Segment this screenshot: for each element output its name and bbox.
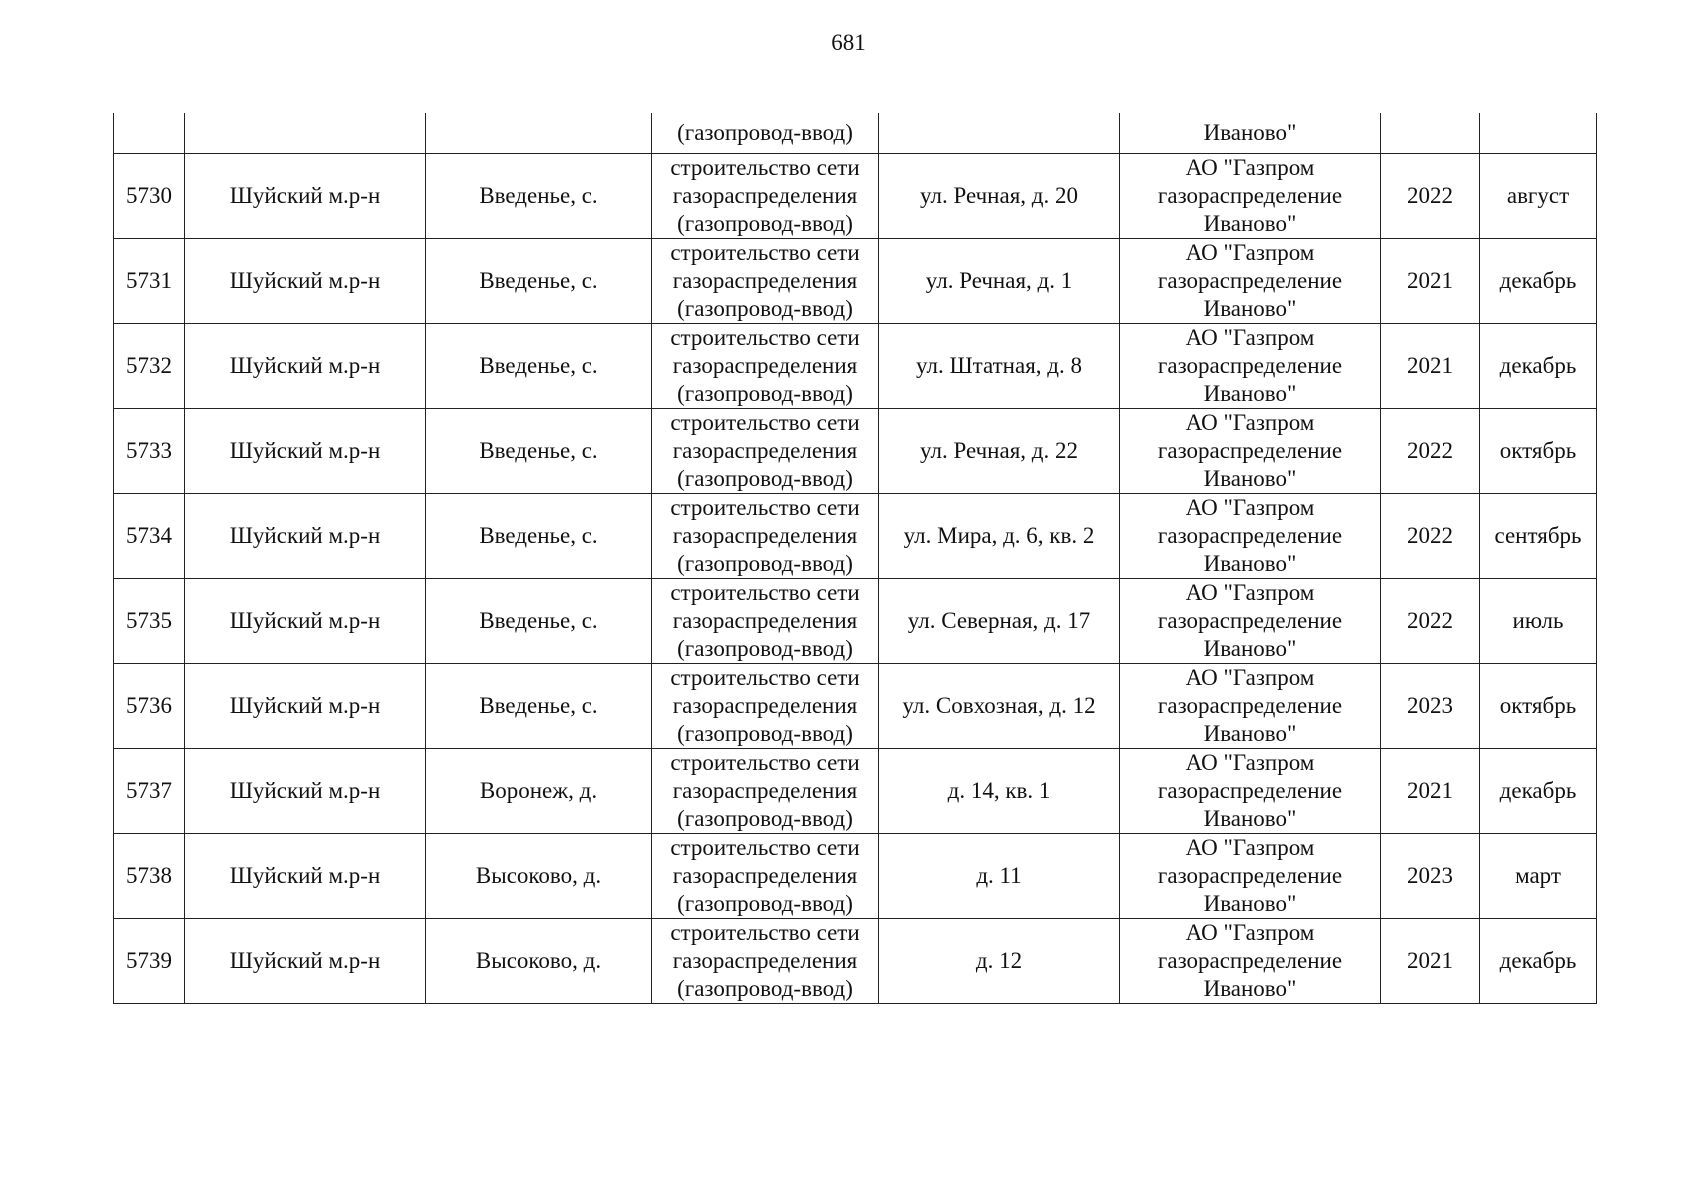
cell-settlement: Введенье, с.	[426, 664, 652, 749]
cell-work: строительство сети газораспределения (газопровод-ввод)	[652, 494, 879, 579]
cell-month	[1480, 113, 1597, 154]
continuation-row	[114, 113, 1597, 154]
table-row	[114, 749, 1597, 834]
cell-month: декабрь	[1480, 239, 1597, 324]
table-row	[114, 239, 1597, 324]
cell-organization: АО "Газпром газораспределение Иваново"	[1120, 749, 1381, 834]
page-number: 681	[831, 30, 866, 55]
cell-settlement: Введенье, с.	[426, 579, 652, 664]
cell-district: Шуйский м.р-н	[185, 579, 426, 664]
cell-address: ул. Речная, д. 1	[879, 239, 1120, 324]
cell-organization: АО "Газпром газораспределение Иваново"	[1120, 664, 1381, 749]
cell-year: 2023	[1381, 834, 1480, 919]
cell-organization: АО "Газпром газораспределение Иваново"	[1120, 239, 1381, 324]
table-body	[114, 113, 1597, 1004]
cell-work: строительство сети газораспределения (газопровод-ввод)	[652, 409, 879, 494]
cell-settlement: Введенье, с.	[426, 494, 652, 579]
cell-month: сентябрь	[1480, 494, 1597, 579]
table-row	[114, 664, 1597, 749]
cell-year: 2021	[1381, 324, 1480, 409]
cell-organization: АО "Газпром газораспределение Иваново"	[1120, 154, 1381, 239]
cell-district: Шуйский м.р-н	[185, 239, 426, 324]
cell-month: декабрь	[1480, 749, 1597, 834]
cell-year: 2021	[1381, 919, 1480, 1004]
table-row	[114, 579, 1597, 664]
cell-work: строительство сети газораспределения (газопровод-ввод)	[652, 834, 879, 919]
table-row	[114, 409, 1597, 494]
table-row	[114, 494, 1597, 579]
cell-month: декабрь	[1480, 919, 1597, 1004]
cell-district: Шуйский м.р-н	[185, 834, 426, 919]
cell-month: июль	[1480, 579, 1597, 664]
cell-year: 2022	[1381, 409, 1480, 494]
cell-work: строительство сети газораспределения (газопровод-ввод)	[652, 579, 879, 664]
cell-address: ул. Мира, д. 6, кв. 2	[879, 494, 1120, 579]
cell-address: ул. Штатная, д. 8	[879, 324, 1120, 409]
cell-num: 5730	[114, 154, 185, 239]
cell-organization: АО "Газпром газораспределение Иваново"	[1120, 324, 1381, 409]
cell-num: 5739	[114, 919, 185, 1004]
table-row	[114, 324, 1597, 409]
cell-address: ул. Речная, д. 22	[879, 409, 1120, 494]
cell-district: Шуйский м.р-н	[185, 324, 426, 409]
cell-num: 5738	[114, 834, 185, 919]
table-row	[114, 154, 1597, 239]
cell-year: 2021	[1381, 749, 1480, 834]
cell-work: строительство сети газораспределения (газопровод-ввод)	[652, 239, 879, 324]
cell-num: 5732	[114, 324, 185, 409]
cell-settlement	[426, 113, 652, 154]
cell-month: октябрь	[1480, 409, 1597, 494]
cell-year: 2023	[1381, 664, 1480, 749]
cell-address: ул. Северная, д. 17	[879, 579, 1120, 664]
cell-address: д. 12	[879, 919, 1120, 1004]
cell-month: март	[1480, 834, 1597, 919]
cell-num	[114, 113, 185, 154]
cell-organization: АО "Газпром газораспределение Иваново"	[1120, 919, 1381, 1004]
cell-work: (газопровод-ввод)	[652, 113, 879, 154]
cell-work: строительство сети газораспределения (газопровод-ввод)	[652, 919, 879, 1004]
cell-month: декабрь	[1480, 324, 1597, 409]
cell-year: 2022	[1381, 154, 1480, 239]
cell-organization: АО "Газпром газораспределение Иваново"	[1120, 494, 1381, 579]
cell-settlement: Введенье, с.	[426, 324, 652, 409]
cell-month: октябрь	[1480, 664, 1597, 749]
cell-num: 5733	[114, 409, 185, 494]
cell-organization: АО "Газпром газораспределение Иваново"	[1120, 409, 1381, 494]
cell-address: ул. Совхозная, д. 12	[879, 664, 1120, 749]
cell-num: 5737	[114, 749, 185, 834]
table-row	[114, 834, 1597, 919]
cell-organization: АО "Газпром газораспределение Иваново"	[1120, 834, 1381, 919]
cell-month: август	[1480, 154, 1597, 239]
cell-district: Шуйский м.р-н	[185, 664, 426, 749]
cell-year: 2022	[1381, 579, 1480, 664]
cell-num: 5734	[114, 494, 185, 579]
cell-work: строительство сети газораспределения (газопровод-ввод)	[652, 749, 879, 834]
cell-settlement: Воронеж, д.	[426, 749, 652, 834]
gasification-schedule-table	[113, 113, 1597, 1004]
cell-work: строительство сети газораспределения (газопровод-ввод)	[652, 324, 879, 409]
cell-district: Шуйский м.р-н	[185, 409, 426, 494]
cell-year	[1381, 113, 1480, 154]
cell-address: д. 11	[879, 834, 1120, 919]
cell-num: 5735	[114, 579, 185, 664]
cell-num: 5736	[114, 664, 185, 749]
cell-year: 2021	[1381, 239, 1480, 324]
cell-year: 2022	[1381, 494, 1480, 579]
cell-work: строительство сети газораспределения (газопровод-ввод)	[652, 154, 879, 239]
cell-organization: АО "Газпром газораспределение Иваново"	[1120, 579, 1381, 664]
cell-district: Шуйский м.р-н	[185, 749, 426, 834]
cell-num: 5731	[114, 239, 185, 324]
cell-settlement: Высоково, д.	[426, 919, 652, 1004]
cell-settlement: Введенье, с.	[426, 409, 652, 494]
cell-address: д. 14, кв. 1	[879, 749, 1120, 834]
table-row	[114, 919, 1597, 1004]
cell-district	[185, 113, 426, 154]
cell-address	[879, 113, 1120, 154]
cell-settlement: Введенье, с.	[426, 239, 652, 324]
cell-district: Шуйский м.р-н	[185, 154, 426, 239]
cell-work: строительство сети газораспределения (газопровод-ввод)	[652, 664, 879, 749]
cell-district: Шуйский м.р-н	[185, 494, 426, 579]
cell-settlement: Введенье, с.	[426, 154, 652, 239]
cell-settlement: Высоково, д.	[426, 834, 652, 919]
cell-address: ул. Речная, д. 20	[879, 154, 1120, 239]
cell-organization: Иваново"	[1120, 113, 1381, 154]
cell-district: Шуйский м.р-н	[185, 919, 426, 1004]
